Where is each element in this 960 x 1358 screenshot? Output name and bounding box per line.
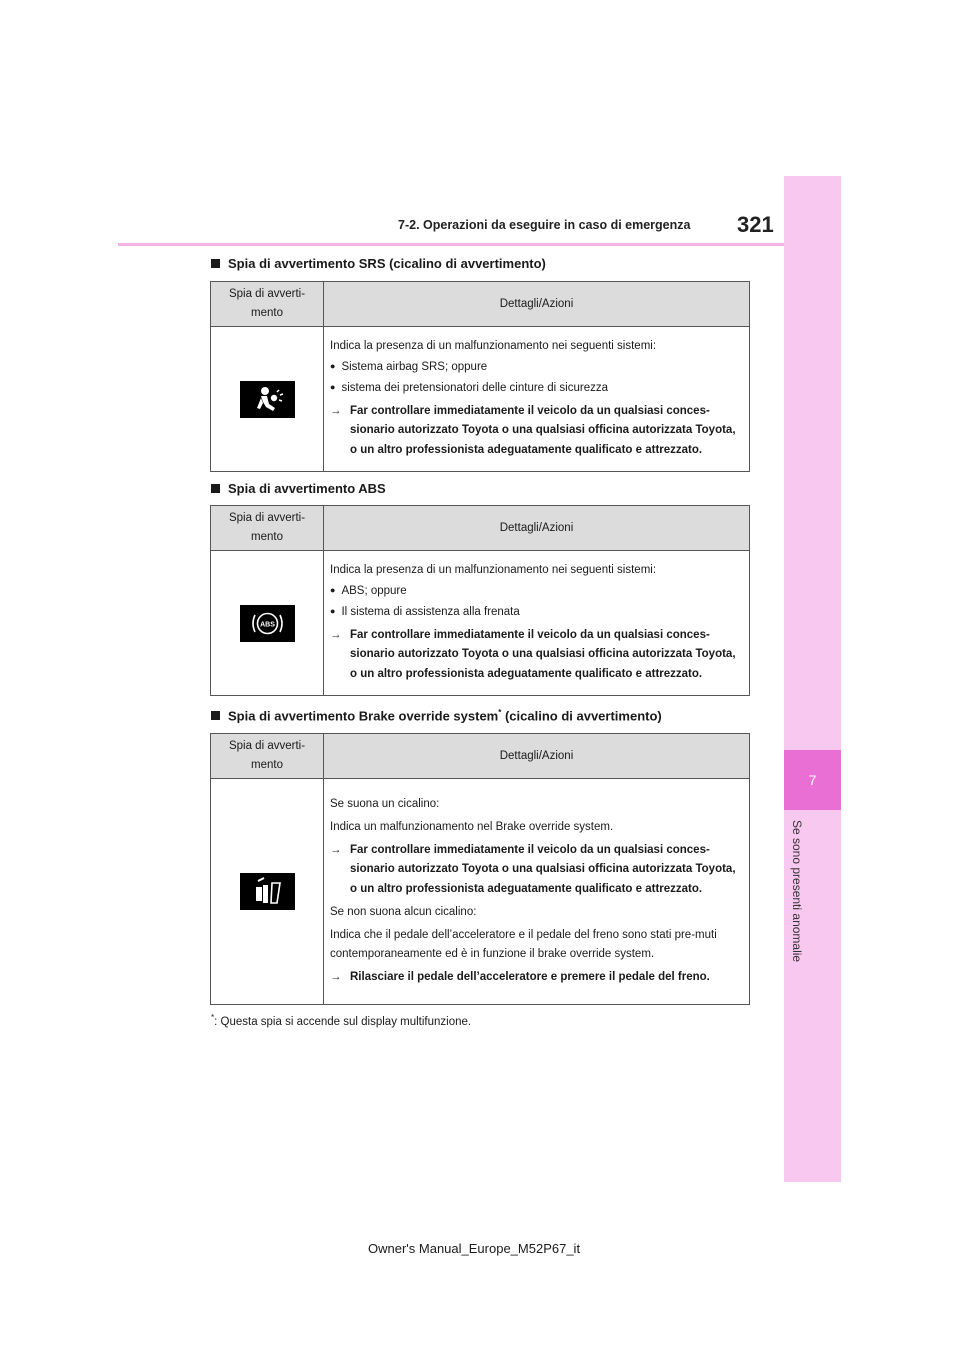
details-intro: Indica la presenza di un malfunzionamento nei seguenti sistemi: bbox=[330, 564, 657, 577]
col-header-details: Dettagli/Azioni bbox=[324, 734, 750, 779]
page-number: 321 bbox=[737, 212, 774, 237]
details-cell bbox=[324, 779, 750, 1005]
details-bullet: ● Il sistema di assistenza alla frenata bbox=[330, 602, 745, 623]
details-action: → Far controllare immediatamente il veicolo da un qualsiasi conces-sionario autorizzato Toyota o una qualsiasi officina autorizzata Toyota, o un altro professionista adeguatamente qualificato e attrezzato. bbox=[330, 843, 736, 896]
icon-cell bbox=[211, 327, 324, 472]
col-header-details: Dettagli/Azioni bbox=[324, 506, 750, 551]
details-bullet: ● Sistema airbag SRS; oppure bbox=[330, 357, 745, 378]
running-header: 7-2. Operazioni da eseguire in caso di emergenza bbox=[398, 218, 691, 232]
footnote: *: Questa spia si accende sul display multifunzione. bbox=[211, 1013, 472, 1028]
col-header-light: Spia di avverti- mento bbox=[211, 734, 324, 779]
chapter-side-label: Se sono presenti anomalie bbox=[790, 820, 804, 963]
details-bullet: ● ABS; oppure bbox=[330, 581, 745, 602]
details-action: → Rilasciare il pedale dell’acceleratore e premere il pedale del freno. bbox=[330, 971, 710, 984]
chapter-number-badge: 7 bbox=[784, 750, 841, 810]
header-divider bbox=[118, 243, 784, 246]
srs-warning-table bbox=[210, 281, 750, 472]
svg-text:ABS: ABS bbox=[259, 621, 275, 628]
details-line: Indica un malfunzionamento nel Brake override system. bbox=[330, 820, 614, 833]
page-footer: Owner's Manual_Europe_M52P67_it bbox=[368, 1241, 581, 1256]
section-title-srs: Spia di avvertimento SRS (cicalino di avvertimento) bbox=[211, 256, 546, 271]
abs-warning-icon bbox=[240, 605, 295, 642]
section-title-brake-override: Spia di avvertimento Brake override system* (cicalino di avvertimento) bbox=[211, 708, 662, 723]
details-intro: Indica la presenza di un malfunzionamento nei seguenti sistemi: bbox=[330, 340, 657, 353]
brake-override-warning-table bbox=[210, 733, 750, 1005]
airbag-warning-icon bbox=[240, 381, 295, 418]
details-action: → Far controllare immediatamente il veicolo da un qualsiasi conces-sionario autorizzato Toyota o una qualsiasi officina autorizzata Toyota, o un altro professionista adeguatamente qualificato e attrezzato. bbox=[330, 404, 736, 457]
col-header-light: Spia di avverti- mento bbox=[211, 282, 324, 327]
details-line: Se suona un cicalino: bbox=[330, 797, 440, 810]
details-line: Indica che il pedale dell’acceleratore e il pedale del freno sono stati pre-muti contemporaneamente ed è in funzione il brake override system. bbox=[330, 928, 717, 961]
chapter-side-tab bbox=[784, 176, 841, 1182]
section-title-abs: Spia di avvertimento ABS bbox=[211, 481, 386, 496]
section-square-icon bbox=[211, 484, 220, 493]
details-cell bbox=[324, 551, 750, 696]
col-header-details: Dettagli/Azioni bbox=[324, 282, 750, 327]
brake-override-warning-icon bbox=[240, 873, 295, 910]
section-square-icon bbox=[211, 711, 220, 720]
icon-cell bbox=[211, 551, 324, 696]
section-square-icon bbox=[211, 259, 220, 268]
col-header-light: Spia di avverti- mento bbox=[211, 506, 324, 551]
details-action: → Far controllare immediatamente il veicolo da un qualsiasi conces-sionario autorizzato Toyota o una qualsiasi officina autorizzata Toyota, o un altro professionista adeguatamente qualificato e attrezzato. bbox=[330, 628, 736, 681]
abs-warning-table bbox=[210, 505, 750, 696]
details-bullet: ● sistema dei pretensionatori delle cinture di sicurezza bbox=[330, 378, 745, 399]
details-cell bbox=[324, 327, 750, 472]
details-line: Se non suona alcun cicalino: bbox=[330, 905, 477, 918]
icon-cell bbox=[211, 779, 324, 1005]
